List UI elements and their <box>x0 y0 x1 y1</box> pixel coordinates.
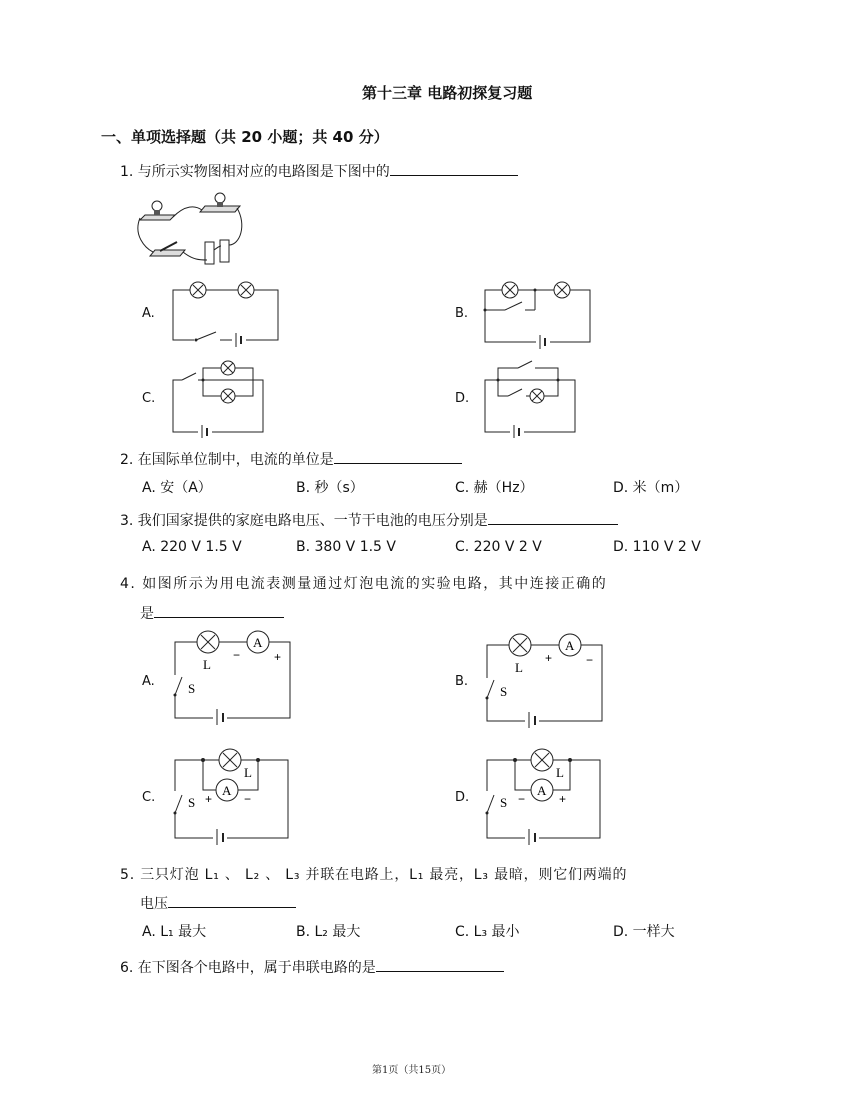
question-2 <box>120 449 462 469</box>
q5-option-d[interactable]: D. 一样大 <box>613 924 675 940</box>
plus-label: + <box>559 792 567 806</box>
minus-label: − <box>518 792 526 806</box>
q2-option-a[interactable]: A. 安（A） <box>142 480 212 496</box>
answer-blank <box>376 957 504 972</box>
option-c-label[interactable]: C. <box>142 391 156 406</box>
answer-blank <box>334 449 462 464</box>
circuit-1a <box>168 278 283 348</box>
q4-option-b-label[interactable]: B. <box>455 674 469 689</box>
lamp-label: L <box>556 765 564 780</box>
question-4-line2 <box>140 603 284 623</box>
minus-label: − <box>233 648 241 662</box>
q3-option-d[interactable]: D. 110 V 2 V <box>613 539 701 555</box>
circuit-4d <box>482 745 607 845</box>
q5-option-a[interactable]: A. L₁ 最大 <box>142 924 207 940</box>
lamp-label: L <box>515 660 523 675</box>
question-4-stem-end: 是 <box>140 606 154 622</box>
switch-label: S <box>500 795 508 810</box>
answer-blank <box>390 161 518 176</box>
option-a-label[interactable]: A. <box>142 306 155 321</box>
question-3 <box>120 510 618 530</box>
switch-label: S <box>188 681 196 696</box>
question-4-line1: 4. 如图所示为用电流表测量通过灯泡电流的实验电路，其中连接正确的 <box>120 576 608 592</box>
question-3-stem: 3. 我们国家提供的家庭电路电压、一节干电池的电压分别是 <box>120 513 488 529</box>
q4-option-d-label[interactable]: D. <box>455 790 470 805</box>
lamp-label: L <box>244 765 252 780</box>
minus-label: − <box>244 792 252 806</box>
switch-label: S <box>500 684 508 699</box>
circuit-4c <box>170 745 295 845</box>
ammeter-label: A <box>222 783 232 798</box>
ammeter-label: A <box>253 635 263 650</box>
minus-label: − <box>586 653 594 667</box>
question-5-line2 <box>140 893 296 913</box>
q2-option-b[interactable]: B. 秒（s） <box>296 480 364 496</box>
question-6 <box>120 957 504 977</box>
q3-option-a[interactable]: A. 220 V 1.5 V <box>142 539 242 555</box>
question-6-stem: 6. 在下图各个电路中，属于串联电路的是 <box>120 960 376 976</box>
q3-option-b[interactable]: B. 380 V 1.5 V <box>296 539 396 555</box>
question-5-line1: 5. 三只灯泡 L₁ 、 L₂ 、 L₃ 并联在电路上，L₁ 最亮，L₃ 最暗，则它们两端的 <box>120 867 628 883</box>
option-b-label[interactable]: B. <box>455 306 469 321</box>
q5-option-b[interactable]: B. L₂ 最大 <box>296 924 361 940</box>
ammeter-label: A <box>565 638 575 653</box>
q4-option-a-label[interactable]: A. <box>142 674 155 689</box>
physical-circuit-figure <box>135 190 245 270</box>
plus-label: + <box>205 792 213 806</box>
page-title: 第十三章 电路初探复习题 <box>362 84 533 102</box>
circuit-1b <box>480 275 595 350</box>
page-footer: 第1页（共15页） <box>372 1065 452 1076</box>
question-2-stem: 2. 在国际单位制中，电流的单位是 <box>120 452 334 468</box>
answer-blank <box>154 603 284 618</box>
section-heading: 一、单项选择题（共 20 小题；共 40 分） <box>101 128 389 146</box>
q5-option-c[interactable]: C. L₃ 最小 <box>455 924 520 940</box>
answer-blank <box>168 893 296 908</box>
q2-option-d[interactable]: D. 米（m） <box>613 480 689 496</box>
plus-label: + <box>545 651 553 665</box>
answer-blank <box>488 510 618 525</box>
q2-option-c[interactable]: C. 赫（Hz） <box>455 480 534 496</box>
circuit-1d <box>480 358 580 438</box>
q4-option-c-label[interactable]: C. <box>142 790 156 805</box>
circuit-4b <box>482 628 607 728</box>
option-d-label[interactable]: D. <box>455 391 470 406</box>
question-1-stem: 1. 与所示实物图相对应的电路图是下图中的 <box>120 164 390 180</box>
plus-label: + <box>274 650 282 664</box>
question-1 <box>120 161 518 181</box>
ammeter-label: A <box>537 783 547 798</box>
question-5-stem-end: 电压 <box>140 896 168 912</box>
q3-option-c[interactable]: C. 220 V 2 V <box>455 539 542 555</box>
circuit-1c <box>168 358 268 438</box>
lamp-label: L <box>203 657 211 672</box>
switch-label: S <box>188 795 196 810</box>
circuit-4a <box>170 625 295 725</box>
